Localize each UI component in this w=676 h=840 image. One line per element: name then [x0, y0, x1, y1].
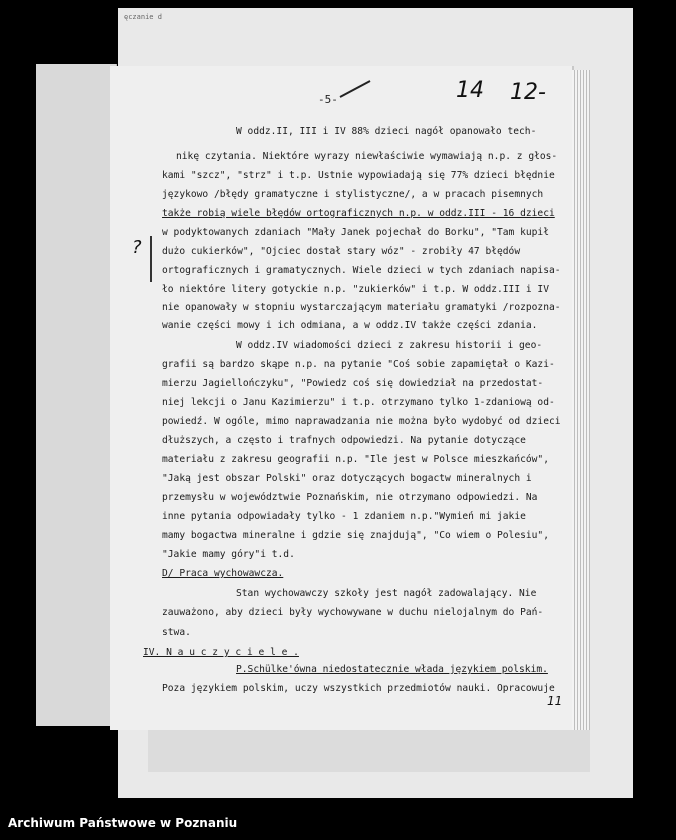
text-line: nie opanowały w stopniu wystarczającym materiału gramatyki /rozpozna- — [162, 302, 561, 313]
text-line: przemysłu w województwie Poznańskim, nie otrzymano odpowiedzi. Na — [162, 492, 538, 503]
handwritten-folio-left: 14 — [456, 78, 484, 103]
text-line: Poza językiem polskim, uczy wszystkich przedmiotów nauki. Opracowuje — [162, 683, 555, 694]
text-line: dłuższych, a często i trafnych odpowiedzi. Na pytanie dotyczące — [162, 435, 526, 446]
text-line: w podyktowanych zdaniach "Mały Janek pojechał do Borku", "Tam kupił — [162, 227, 549, 238]
text-line: także robią wiele błędów ortograficznych n.p. w oddz.III - 16 dzieci — [162, 208, 555, 219]
text-line: językowo /błędy gramatyczne i stylistyczne/, a w pracach pisemnych — [162, 189, 544, 200]
text-line: "Jakie mamy góry"i t.d. — [162, 549, 295, 560]
text-line: wanie części mowy i ich odmiana, a w oddz.IV także części zdania. — [162, 320, 538, 331]
margin-question-mark: ? — [132, 237, 142, 258]
text-line: materiału z zakresu geografii n.p. "Ile jest w Polsce mieszkańców", — [162, 454, 549, 465]
text-line: W oddz.IV wiadomości dzieci z zakresu historii i geo- — [236, 340, 543, 351]
archive-footer: Archiwum Państwowe w Poznaniu — [8, 816, 238, 830]
text-line: stwa. — [162, 627, 191, 638]
left-card-tab — [36, 64, 117, 726]
text-line: "Jaką jest obszar Polski" oraz dotyczących bogactw mineralnych i — [162, 473, 532, 484]
text-line: dużo cukierków", "Ojciec dostał stary wóz" - zrobiły 47 błędów — [162, 246, 521, 257]
text-line: zauważono, aby dzieci były wychowywane w duchu nielojalnym do Pań- — [162, 607, 544, 618]
text-line: powiedź. W ogóle, mimo naprawadzania nie można było wydobyć od dzieci — [162, 416, 561, 427]
handwritten-folio-right: 12- — [510, 80, 546, 105]
text-line: D/ Praca wychowawcza. — [162, 568, 284, 579]
text-line: grafii są bardzo skąpe n.p. na pytanie "Coś sobie zapamiętał o Kazi- — [162, 359, 555, 370]
text-line: mierzu Jagiellończyku", "Powiedz coś się dowiedział na przedostat- — [162, 378, 544, 389]
text-line: nikę czytania. Niektóre wyrazy niewłaściwie wymawiają n.p. z głos- — [176, 151, 558, 162]
margin-vertical-mark — [150, 236, 152, 282]
text-line: ortograficznych i gramatycznych. Wiele dzieci w tych zdaniach napisa- — [162, 265, 561, 276]
text-line: niej lekcji o Janu Kazimierzu" i t.p. otrzymano tylko 1-zdaniową od- — [162, 397, 555, 408]
margin-bottom-mark: 11 — [547, 694, 563, 708]
text-line: inne pytania odpowiadały tylko - 1 zdaniem n.p."Wymień mi jakie — [162, 511, 526, 522]
back-sheet-label: ęczanie d — [124, 13, 162, 21]
text-line: Stan wychowawczy szkoły jest nagół zadowalający. Nie — [236, 588, 537, 599]
text-line: mamy bogactwa mineralne i gdzie się znajdują", "Co wiem o Polesiu", — [162, 530, 549, 541]
text-line: kami "szcz", "strz" i t.p. Ustnie wypowiadają się 77% dzieci błędnie — [162, 170, 555, 181]
text-line: W oddz.II, III i IV 88% dzieci nagół opanowało tech- — [236, 126, 537, 137]
text-line: IV. N a u c z y c i e l e . — [143, 647, 299, 658]
text-line: P.Schülke'ówna niedostatecznie włada językiem polskim. — [236, 664, 548, 675]
page-edge-stack — [572, 70, 590, 730]
text-line: ło niektóre litery gotyckie n.p. "zukierków" i t.p. W oddz.III i IV — [162, 284, 549, 295]
page-number: -5- — [318, 93, 338, 106]
